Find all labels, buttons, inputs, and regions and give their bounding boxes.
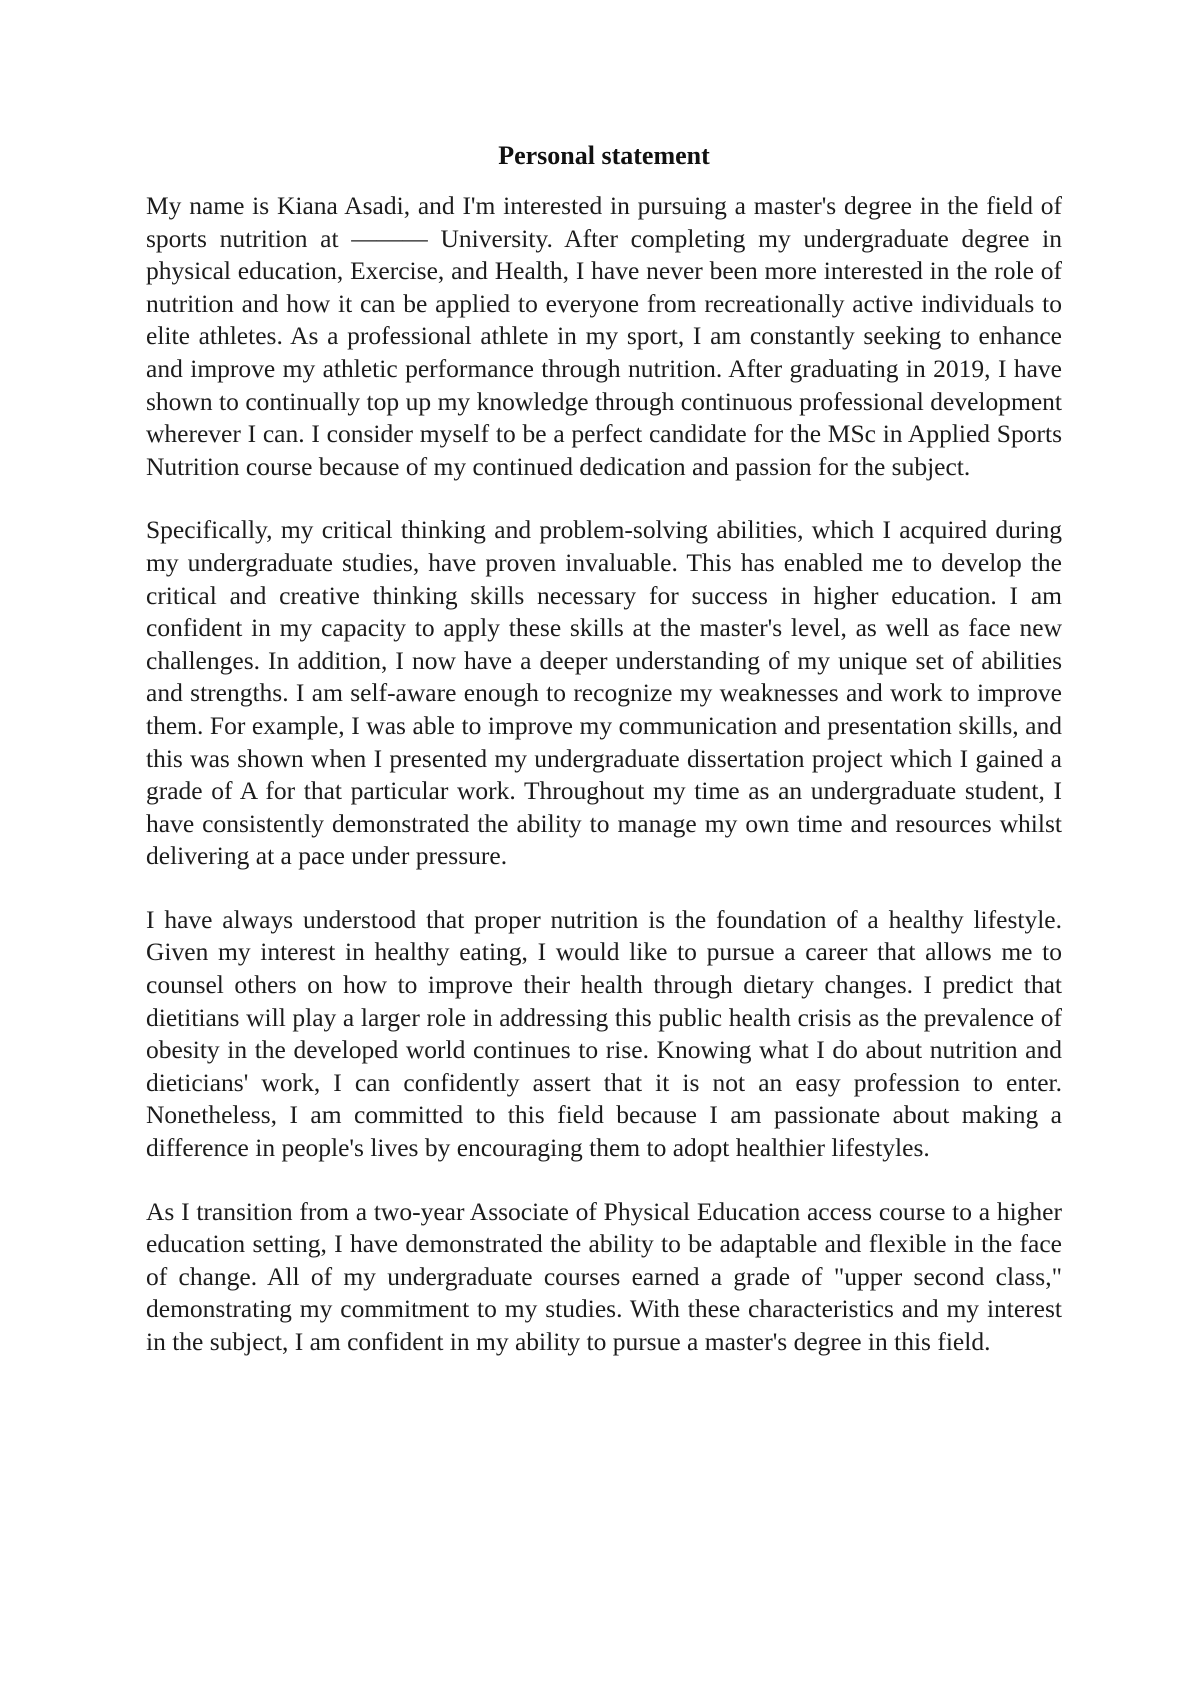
paragraph-skills: Specifically, my critical thinking and problem-solving abilities, which I acquired during my undergraduate studies, have proven invaluable. This has enabled me to develop the critical and creative thinking skills necessary for success in higher education. I am confident in my capacity to apply these skills at the master's level, as well as face new challenges. In addition, I now have a deeper understanding of my unique set of abilities and strengths. I am self-aware enough to recognize my weaknesses and work to improve them. For example, I was able to improve my communication and presentation skills, and this was shown when I presented my undergraduate dissertation project which I gained a grade of A for that particular work. Throughout my time as an undergraduate student, I have consistently demonstrated the ability to manage my own time and resources whilst delivering at a pace under pressure. xyxy=(146,515,1062,871)
paragraph-conclusion: As I transition from a two-year Associate of Physical Education access course to a higher education setting, I have demonstrated the ability to be adaptable and flexible in the face of change. All of my undergraduate courses earned a grade of "upper second class," demonstrating my commitment to my studies. With these characteristics and my interest in the subject, I am confident in my ability to pursue a master's degree in this field. xyxy=(146,1196,1062,1356)
paragraph-introduction: My name is Kiana Asadi, and I'm interested in pursuing a master's degree in the field of sports nutrition at ——— University. After completing my undergraduate degree in physical education, Exercise, and Health, I have never been more interested in the role of nutrition and how it can be applied to everyone from recreationally active individuals to elite athletes. As a professional athlete in my sport, I am constantly seeking to enhance and improve my athletic performance through nutrition. After graduating in 2019, I have shown to continually top up my knowledge through continuous professional development wherever I can. I consider myself to be a perfect candidate for the MSc in Applied Sports Nutrition course because of my continued dedication and passion for the subject. xyxy=(146,191,1062,481)
document-title: Personal statement xyxy=(498,141,710,170)
paragraph-career-goals: I have always understood that proper nutrition is the foundation of a healthy lifestyle. Given my interest in healthy eating, I would like to pursue a career that allows me to counsel others on how to improve their health through dietary changes. I predict that dietitians will play a larger role in addressing this public health crisis as the prevalence of obesity in the developed world continues to rise. Knowing what I do about nutrition and dieticians' work, I can confidently assert that it is not an easy profession to enter. Nonetheless, I am committed to this field because I am passionate about making a difference in people's lives by encouraging them to adopt healthier lifestyles. xyxy=(146,904,1062,1163)
document-body xyxy=(146,140,1062,1390)
